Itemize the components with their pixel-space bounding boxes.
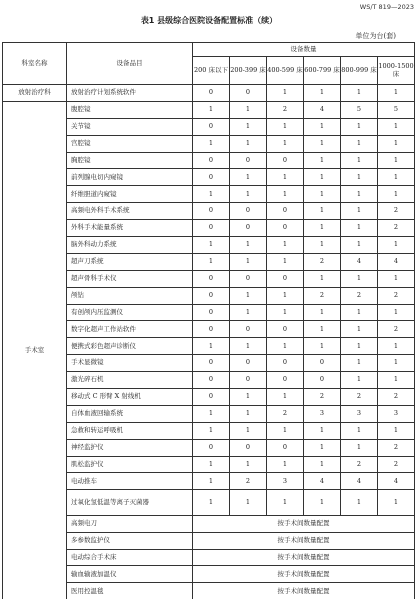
item-cell: 多参数监护仪 — [67, 532, 193, 549]
item-cell: 颅钻 — [67, 287, 193, 304]
item-cell: 电动综合手术床 — [67, 549, 193, 566]
value-cell: 1 — [304, 203, 341, 220]
value-cell: 1 — [267, 490, 304, 515]
value-cell: 2 — [378, 456, 415, 473]
value-cell: 1 — [193, 101, 230, 118]
value-cell: 1 — [304, 439, 341, 456]
value-cell: 2 — [378, 203, 415, 220]
value-cell: 3 — [304, 405, 341, 422]
value-cell: 0 — [267, 355, 304, 372]
value-cell: 1 — [304, 169, 341, 186]
item-cell: 神经监护仪 — [67, 439, 193, 456]
value-cell: 2 — [304, 253, 341, 270]
value-cell: 0 — [193, 152, 230, 169]
value-cell: 0 — [230, 152, 267, 169]
value-cell: 2 — [378, 389, 415, 406]
value-cell: 4 — [341, 253, 378, 270]
value-cell: 1 — [378, 338, 415, 355]
value-cell: 2 — [378, 321, 415, 338]
value-cell: 2 — [230, 473, 267, 490]
value-cell: 1 — [267, 389, 304, 406]
value-cell: 1 — [230, 237, 267, 254]
table-unit: 单位为台(套) — [355, 32, 396, 40]
value-cell: 2 — [378, 220, 415, 237]
value-cell: 2 — [341, 287, 378, 304]
item-cell: 腹腔镜 — [67, 101, 193, 118]
value-cell: 1 — [378, 270, 415, 287]
value-cell: 1 — [341, 321, 378, 338]
value-cell: 1 — [341, 135, 378, 152]
value-cell: 1 — [341, 203, 378, 220]
value-cell: 2 — [267, 101, 304, 118]
value-cell: 1 — [378, 355, 415, 372]
item-cell: 纤维胆道内窥镜 — [67, 186, 193, 203]
header-bed-col: 600-799 床 — [304, 57, 341, 85]
value-cell: 1 — [193, 237, 230, 254]
value-cell: 1 — [304, 135, 341, 152]
item-cell: 肌松监护仪 — [67, 456, 193, 473]
value-cell: 1 — [267, 237, 304, 254]
value-cell: 1 — [304, 85, 341, 102]
item-cell: 过氧化氢低温等离子灭菌器 — [67, 490, 193, 515]
item-cell: 医用控温毯 — [67, 583, 193, 599]
value-cell: 0 — [193, 439, 230, 456]
item-cell: 急救和转运呼吸机 — [67, 422, 193, 439]
table-row — [3, 101, 415, 118]
item-cell: 外科手术能量系统 — [67, 220, 193, 237]
value-cell: 1 — [341, 270, 378, 287]
value-cell: 1 — [193, 456, 230, 473]
value-cell: 1 — [230, 338, 267, 355]
value-cell: 1 — [378, 490, 415, 515]
value-cell: 0 — [267, 220, 304, 237]
config-note-cell: 按手术间数量配置 — [193, 566, 415, 583]
value-cell: 1 — [230, 304, 267, 321]
value-cell: 1 — [267, 304, 304, 321]
value-cell: 1 — [341, 355, 378, 372]
value-cell: 5 — [341, 101, 378, 118]
item-cell: 数字化超声工作站软件 — [67, 321, 193, 338]
value-cell: 0 — [304, 355, 341, 372]
item-cell: 便携式彩色超声诊断仪 — [67, 338, 193, 355]
value-cell: 4 — [378, 473, 415, 490]
item-cell: 移动式 C 形臂 X 射线机 — [67, 389, 193, 406]
value-cell: 1 — [230, 135, 267, 152]
value-cell: 1 — [230, 490, 267, 515]
value-cell: 1 — [267, 135, 304, 152]
value-cell: 0 — [230, 203, 267, 220]
value-cell: 1 — [304, 490, 341, 515]
value-cell: 1 — [341, 186, 378, 203]
value-cell: 1 — [341, 304, 378, 321]
value-cell: 1 — [341, 220, 378, 237]
value-cell: 0 — [193, 118, 230, 135]
value-cell: 1 — [341, 118, 378, 135]
value-cell: 1 — [304, 152, 341, 169]
item-cell: 手术显微镜 — [67, 355, 193, 372]
header-dept: 科室名称 — [3, 43, 67, 85]
value-cell: 1 — [193, 135, 230, 152]
item-cell: 宫腔镜 — [67, 135, 193, 152]
value-cell: 0 — [267, 152, 304, 169]
value-cell: 1 — [267, 338, 304, 355]
value-cell: 1 — [378, 152, 415, 169]
value-cell: 1 — [378, 422, 415, 439]
value-cell: 1 — [341, 237, 378, 254]
value-cell: 0 — [230, 439, 267, 456]
config-note-cell: 按手术间数量配置 — [193, 549, 415, 566]
item-cell: 输血输液加温仪 — [67, 566, 193, 583]
value-cell: 1 — [193, 338, 230, 355]
value-cell: 1 — [304, 338, 341, 355]
value-cell: 0 — [267, 372, 304, 389]
value-cell: 1 — [304, 220, 341, 237]
value-cell: 1 — [230, 422, 267, 439]
standard-code: WS/T 819—2023 — [359, 3, 414, 11]
value-cell: 0 — [193, 203, 230, 220]
item-cell: 高频电刀 — [67, 515, 193, 532]
value-cell: 1 — [378, 372, 415, 389]
value-cell: 1 — [378, 169, 415, 186]
value-cell: 2 — [378, 439, 415, 456]
value-cell: 0 — [230, 372, 267, 389]
value-cell: 1 — [267, 169, 304, 186]
value-cell: 0 — [193, 389, 230, 406]
value-cell: 1 — [230, 169, 267, 186]
header-bed-col: 200 床以下 — [193, 57, 230, 85]
table-row — [3, 85, 415, 102]
value-cell: 3 — [378, 405, 415, 422]
item-cell: 有创颅内压监测仪 — [67, 304, 193, 321]
value-cell: 1 — [304, 118, 341, 135]
value-cell: 1 — [267, 456, 304, 473]
value-cell: 1 — [341, 372, 378, 389]
item-cell: 关节镜 — [67, 118, 193, 135]
value-cell: 0 — [193, 85, 230, 102]
value-cell: 0 — [193, 304, 230, 321]
value-cell: 0 — [193, 355, 230, 372]
value-cell: 0 — [230, 270, 267, 287]
value-cell: 1 — [304, 237, 341, 254]
value-cell: 1 — [193, 490, 230, 515]
value-cell: 2 — [341, 456, 378, 473]
value-cell: 1 — [378, 85, 415, 102]
value-cell: 1 — [267, 253, 304, 270]
value-cell: 1 — [341, 152, 378, 169]
value-cell: 1 — [378, 118, 415, 135]
value-cell: 1 — [378, 237, 415, 254]
item-cell: 前列腺电切内窥镜 — [67, 169, 193, 186]
value-cell: 4 — [341, 473, 378, 490]
value-cell: 2 — [378, 287, 415, 304]
value-cell: 1 — [378, 186, 415, 203]
equipment-table — [2, 42, 415, 599]
value-cell: 1 — [230, 186, 267, 203]
value-cell: 1 — [193, 473, 230, 490]
value-cell: 0 — [267, 203, 304, 220]
value-cell: 1 — [267, 118, 304, 135]
config-note-cell: 按手术间数量配置 — [193, 532, 415, 549]
value-cell: 1 — [267, 186, 304, 203]
header-quantity: 设备数量 — [193, 43, 415, 57]
item-cell: 超声骨科手术仪 — [67, 270, 193, 287]
value-cell: 0 — [267, 439, 304, 456]
value-cell: 2 — [267, 405, 304, 422]
item-cell: 激光碎石机 — [67, 372, 193, 389]
value-cell: 1 — [341, 85, 378, 102]
value-cell: 0 — [193, 220, 230, 237]
value-cell: 2 — [304, 287, 341, 304]
value-cell: 2 — [341, 389, 378, 406]
value-cell: 1 — [230, 456, 267, 473]
value-cell: 1 — [230, 405, 267, 422]
value-cell: 5 — [378, 101, 415, 118]
value-cell: 0 — [230, 85, 267, 102]
value-cell: 4 — [304, 473, 341, 490]
value-cell: 1 — [341, 169, 378, 186]
item-cell: 放射治疗计划系统软件 — [67, 85, 193, 102]
header-bed-col: 800-999 床 — [341, 57, 378, 85]
value-cell: 1 — [193, 422, 230, 439]
value-cell: 4 — [304, 101, 341, 118]
value-cell: 1 — [267, 85, 304, 102]
value-cell: 0 — [267, 270, 304, 287]
value-cell: 1 — [341, 439, 378, 456]
value-cell: 1 — [267, 422, 304, 439]
value-cell: 1 — [230, 101, 267, 118]
value-cell: 1 — [378, 304, 415, 321]
header-item: 设备品目 — [67, 43, 193, 85]
item-cell: 自体血液回输系统 — [67, 405, 193, 422]
dept-cell-radiotherapy: 放射治疗科 — [3, 85, 67, 102]
value-cell: 1 — [378, 135, 415, 152]
value-cell: 3 — [267, 473, 304, 490]
item-cell: 电动推车 — [67, 473, 193, 490]
value-cell: 1 — [230, 253, 267, 270]
value-cell: 1 — [193, 186, 230, 203]
config-note-cell: 按手术间数量配置 — [193, 583, 415, 599]
value-cell: 1 — [341, 422, 378, 439]
value-cell: 3 — [341, 405, 378, 422]
value-cell: 0 — [193, 321, 230, 338]
value-cell: 4 — [378, 253, 415, 270]
item-cell: 超声刀系统 — [67, 253, 193, 270]
item-cell: 高频电外科手术系统 — [67, 203, 193, 220]
table-title: 表1 县级综合医院设备配置标准（续） — [140, 16, 278, 25]
config-note-cell: 按手术间数量配置 — [193, 515, 415, 532]
value-cell: 0 — [230, 220, 267, 237]
value-cell: 1 — [193, 405, 230, 422]
value-cell: 1 — [267, 287, 304, 304]
value-cell: 0 — [304, 372, 341, 389]
value-cell: 1 — [304, 186, 341, 203]
header-bed-col: 200-399 床 — [230, 57, 267, 85]
value-cell: 1 — [341, 338, 378, 355]
value-cell: 0 — [230, 321, 267, 338]
value-cell: 1 — [304, 456, 341, 473]
value-cell: 1 — [230, 118, 267, 135]
value-cell: 1 — [304, 270, 341, 287]
value-cell: 1 — [341, 490, 378, 515]
item-cell: 脑外科动力系统 — [67, 237, 193, 254]
value-cell: 1 — [304, 304, 341, 321]
value-cell: 2 — [304, 389, 341, 406]
value-cell: 1 — [193, 253, 230, 270]
value-cell: 0 — [193, 372, 230, 389]
value-cell: 1 — [304, 321, 341, 338]
value-cell: 0 — [193, 270, 230, 287]
header-bed-col: 1000-1500 床 — [378, 57, 415, 85]
value-cell: 1 — [304, 422, 341, 439]
value-cell: 0 — [193, 287, 230, 304]
value-cell: 1 — [230, 389, 267, 406]
value-cell: 0 — [193, 169, 230, 186]
value-cell: 1 — [230, 287, 267, 304]
dept-cell-surgery: 手术室 — [3, 101, 67, 599]
header-bed-col: 400-599 床 — [267, 57, 304, 85]
value-cell: 0 — [267, 321, 304, 338]
item-cell: 胸腔镜 — [67, 152, 193, 169]
value-cell: 0 — [230, 355, 267, 372]
